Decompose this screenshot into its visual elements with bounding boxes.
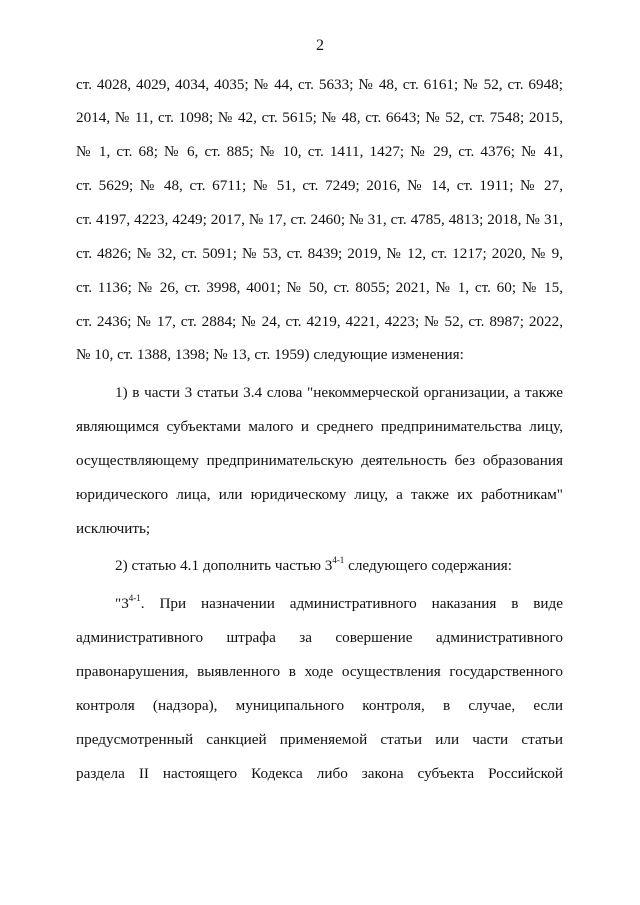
- superscript: 4-1: [332, 555, 345, 565]
- text-line: раздела II настоящего Кодекса либо закона субъекта Российской: [76, 765, 563, 782]
- paragraph-first-line: [115, 592, 563, 616]
- text-line: предусмотренный санкцией применяемой статьи или части статьи: [76, 731, 563, 748]
- text-line: № 1, ст. 68; № 6, ст. 885; № 10, ст. 1411, 1427; № 29, ст. 4376; № 41,: [76, 143, 563, 160]
- superscript: 4-1: [128, 593, 141, 603]
- text-line: ст. 5629; № 48, ст. 6711; № 51, ст. 7249; 2016, № 14, ст. 1911; № 27,: [76, 177, 563, 194]
- text-segment: "3: [115, 595, 129, 612]
- text-segment: 2) статью 4.1 дополнить частью 3: [115, 557, 333, 574]
- text-line: контроля (надзора), муниципального контроля, в случае, если: [76, 697, 563, 714]
- text-line: 2014, № 11, ст. 1098; № 42, ст. 5615; № 48, ст. 6643; № 52, ст. 7548; 2015,: [76, 109, 563, 126]
- text-line: ст. 4197, 4223, 4249; 2017, № 17, ст. 2460; № 31, ст. 4785, 4813; 2018, № 31,: [76, 211, 563, 228]
- text-line: правонарушения, выявленного в ходе осуществления государственного: [76, 663, 563, 680]
- paragraph-first-line: 1) в части 3 статьи 3.4 слова "некоммерческой организации, а также: [115, 384, 563, 401]
- page-number: 2: [316, 37, 324, 54]
- text-line: ст. 1136; № 26, ст. 3998, 4001; № 50, ст. 8055; 2021, № 1, ст. 60; № 15,: [76, 279, 563, 296]
- text-line: юридического лица, или юридическому лицу, а также их работникам": [76, 486, 563, 503]
- text-line: исключить;: [76, 520, 151, 537]
- text-line: являющимся субъектами малого и среднего предпринимательства лицу,: [76, 418, 563, 435]
- text-line: осуществляющему предпринимательскую деятельность без образования: [76, 452, 563, 469]
- text-line: № 10, ст. 1388, 1398; № 13, ст. 1959) следующие изменения:: [76, 346, 464, 363]
- text-segment: следующего содержания:: [344, 557, 512, 574]
- text-line: ст. 4028, 4029, 4034, 4035; № 44, ст. 5633; № 48, ст. 6161; № 52, ст. 6948;: [76, 76, 563, 93]
- text-line: ст. 4826; № 32, ст. 5091; № 53, ст. 8439; 2019, № 12, ст. 1217; 2020, № 9,: [76, 245, 563, 262]
- paragraph-first-line: [115, 554, 563, 578]
- text-line: ст. 2436; № 17, ст. 2884; № 24, ст. 4219, 4221, 4223; № 52, ст. 8987; 2022,: [76, 313, 563, 330]
- text-line: административного штрафа за совершение административного: [76, 629, 563, 646]
- text-segment: . При назначении административного наказания в виде: [140, 595, 563, 612]
